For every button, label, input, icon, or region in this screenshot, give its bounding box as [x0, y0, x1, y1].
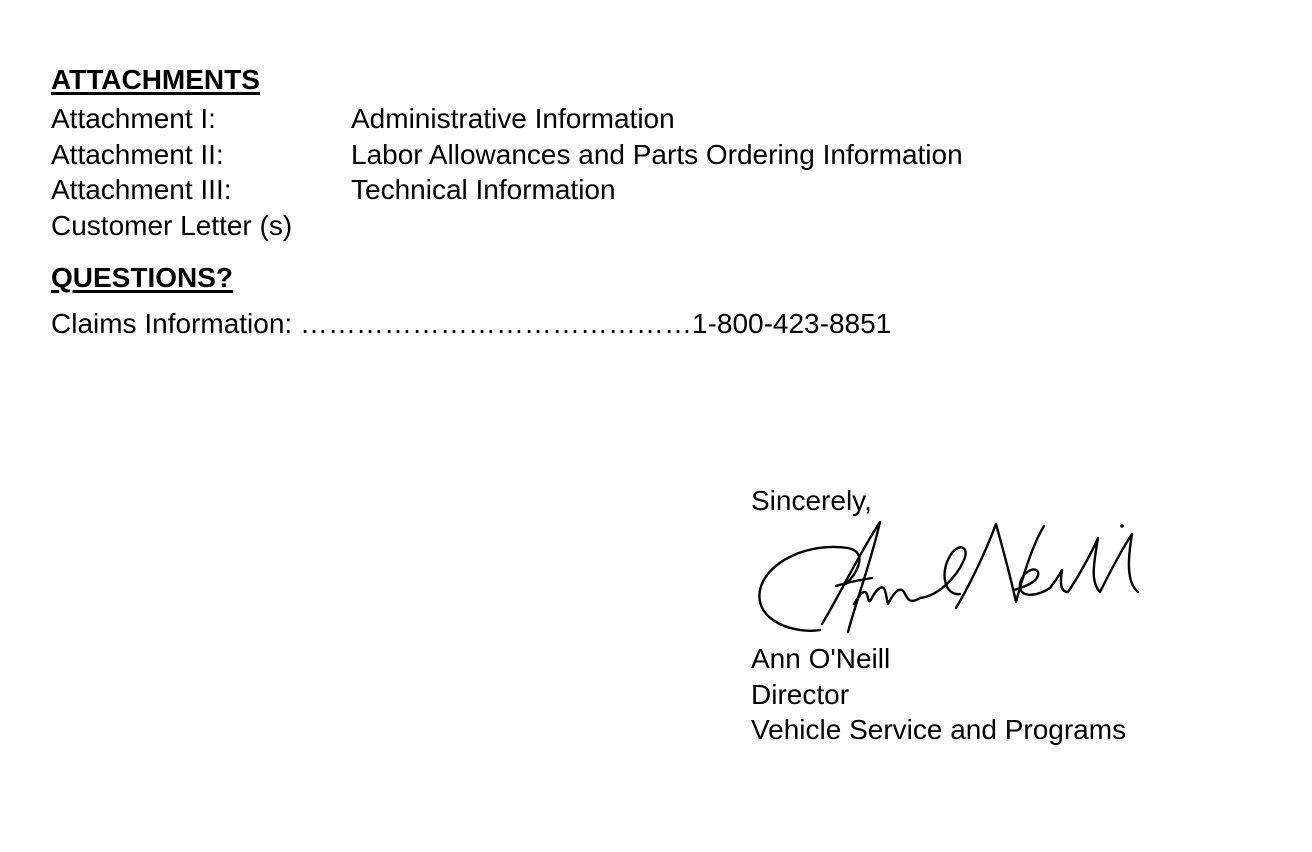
claims-information-line: [51, 306, 891, 341]
attachment-row: [51, 172, 1151, 208]
closing-salutation: Sincerely,: [751, 485, 872, 516]
attachment-description: Administrative Information: [351, 103, 675, 134]
attachment-row: [51, 101, 1151, 137]
claims-label: Claims Information:: [51, 308, 293, 339]
signer-name: Ann O'Neill: [751, 643, 891, 674]
handwritten-signature: [748, 512, 1158, 644]
signer-title: Director: [751, 678, 850, 710]
attachment-row: [51, 137, 1151, 173]
signer-department: Vehicle Service and Programs: [751, 714, 1127, 745]
questions-heading: QUESTIONS?: [51, 262, 234, 293]
attachment-label: Attachment III:: [51, 174, 232, 205]
attachment-label: Attachment I:: [51, 103, 216, 134]
claims-phone-number: 1-800-423-8851: [691, 308, 892, 339]
attachment-label: Attachment II:: [51, 138, 224, 170]
attachment-description: Labor Allowances and Parts Ordering Information: [351, 138, 963, 170]
attachment-row: [51, 208, 1151, 244]
dot-leader: ……………………………………: [299, 308, 692, 339]
attachments-heading: ATTACHMENTS: [51, 64, 260, 95]
attachments-list: [51, 101, 1151, 243]
attachment-label: Customer Letter (s): [51, 209, 293, 241]
signer-block: [751, 641, 1126, 748]
attachment-description: Technical Information: [351, 174, 616, 205]
